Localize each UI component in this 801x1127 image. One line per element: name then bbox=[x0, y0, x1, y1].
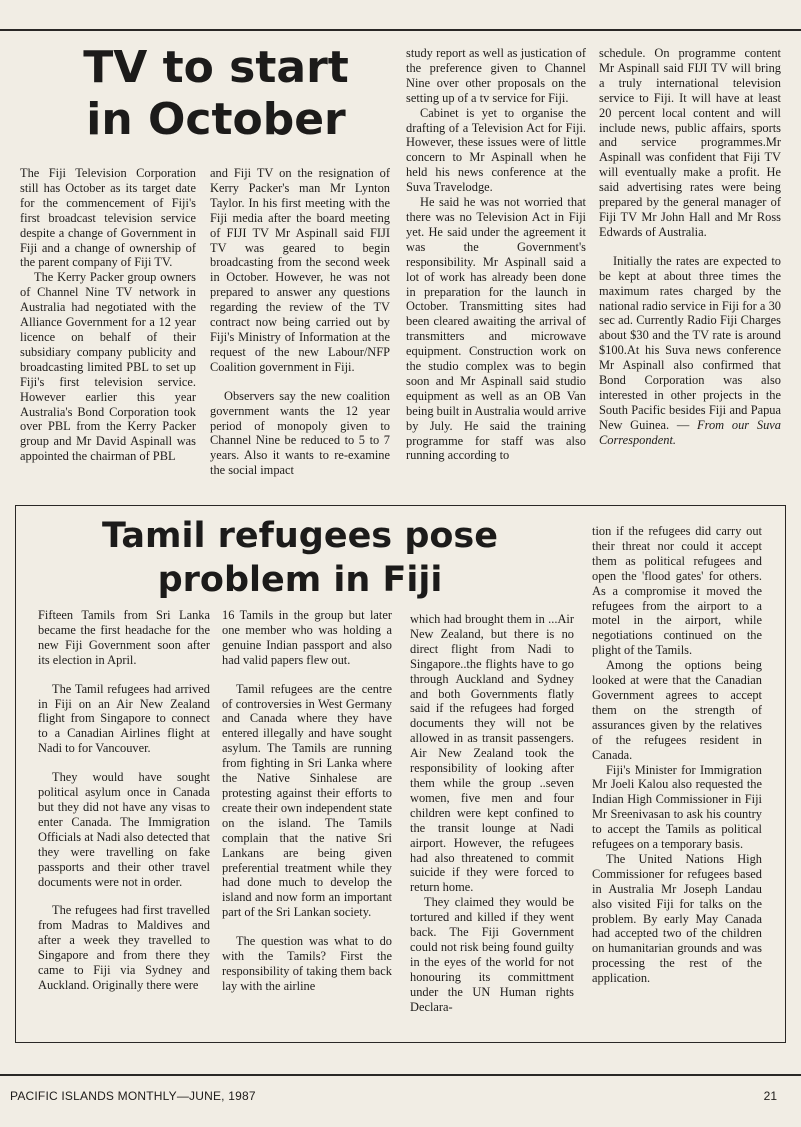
bottom-rule bbox=[0, 1074, 801, 1076]
story1-headline-line2: in October bbox=[86, 94, 346, 145]
page-number: 21 bbox=[763, 1089, 777, 1103]
story1-headline-line1: TV to start bbox=[83, 42, 349, 93]
publication-footer: PACIFIC ISLANDS MONTHLY—JUNE, 1987 bbox=[10, 1089, 256, 1103]
story2-headline bbox=[60, 514, 540, 602]
paragraph: Among the options being looked at were that the Canadian Government agrees to accept them on the strength of assurances given by the relatives of the refugees resident in Canada. bbox=[592, 658, 762, 762]
paragraph: schedule. On programme content Mr Aspinall said FIJI TV will bring a truly international television service to Fiji. It will have at least 20 percent local content and will include news, public affairs, sports and service programmes.Mr Aspinall was confident that Fiji TV will eventually make a profit. He said advertising rates were being prepared by the general manager of Fiji TV Mr John Hall and Mr Ross Edwards of Australia. bbox=[599, 46, 781, 239]
story2-column-1 bbox=[38, 608, 210, 993]
paragraph: Observers say the new coalition government wants the 12 year period of monopoly given to Channel Nine be reduced to 5 to 7 years. Also it wants to re-examine the social impact bbox=[210, 388, 390, 478]
paragraph: They claimed they would be tortured and killed if they went back. The Fiji Government could not risk being found guilty in the eyes of the world for not honouring its committment under the UN Human rights Declara- bbox=[410, 895, 574, 1014]
paragraph bbox=[599, 254, 781, 448]
story1-column-2 bbox=[210, 166, 390, 478]
paragraph: Tamil refugees are the centre of controversies in West Germany and Canada where they have entered illegally and have sought asylum. The Tamils are running from fighting in Sri Lanka where the Native Sinhalese are protesting against their efforts to create their own independent state on the island. The Tamils complain that the native Sri Lankans are being given preferential treatment while they had done much to develop the island and now form an important part of the Sri Lankan society. bbox=[222, 681, 392, 920]
paragraph: study report as well as justication of the preference given to Channel Nine over other proposals on the setting up of a tv service for Fiji. bbox=[406, 46, 586, 105]
paragraph-text: Initially the rates are expected to be kept at about three times the maximum rates charged by the national radio service in Fiji for a 30 sec ad. Currently Radio Fiji Charges about $30 and the TV rate is around $100.At his Suva news conference Mr Aspinall also confirmed that Bond Corporation was also interested in other projects in the South Pacific besides Fiji and Papua New Guinea. — bbox=[599, 253, 781, 432]
paragraph: He said he was not worried that there was no Television Act in Fiji yet. He said under the agreement it was the Government's responsibility. Mr Aspinall said a lot of work has already been done in preparation for the launch in October. Transmitting sites had been cleared awaiting the arrival of transmitters and microwave equipment. Construction work on the studio complex was to begin soon and Mr Aspinall said studio equipment as well as an OB Van being built in Australia would arrive by July. He said the training programme for staff was also running according to bbox=[406, 195, 586, 463]
story1-column-4 bbox=[599, 46, 781, 448]
paragraph: The Kerry Packer group owners of Channel Nine TV network in Australia had negotiated with the Alliance Government for a 12 year licence on behalf of their subsidiary company publicity and broadcasting limited PBL to set up Fiji's first television service. However earlier this year Australia's Bond Corporation took over PBL from the Kerry Packer group and Mr David Aspinall was appointed the chairman of PBL bbox=[20, 270, 196, 464]
paragraph: Cabinet is yet to organise the drafting of a Television Act for Fiji. However, these issues were of little concern to Mr Aspinall when he held his news conference at the Suva Travelodge. bbox=[406, 105, 586, 195]
story2-column-2 bbox=[222, 608, 392, 994]
paragraph: The Tamil refugees had arrived in Fiji on an Air New Zealand flight from Singapore to connect to a Canadian Airlines flight at Nadi to for Vancouver. bbox=[38, 681, 210, 756]
paragraph: They would have sought political asylum once in Canada but they did not have any visas to enter Canada. The Immigration Officials at Nadi also detected that they were travelling on fake passports and their other travel documents were not in order. bbox=[38, 770, 210, 889]
paragraph: which had brought them in ...Air New Zealand, but there is no direct flight from Nadi to Singapore..the flights have to go through Auckland and Sydney and both Governments flatly said if the refugees had forged documents they will not be allowed in as transit passengers. Air New Zealand took the responsibility of looking after them while the group ..seven women, five men and four children were kept confined to the transit lounge at Nadi airport. However, the refugees had also threatened to commit suicide if they were forced to return home. bbox=[410, 612, 574, 895]
paragraph: 16 Tamils in the group but later one member who was holding a genuine Indian passport and also had valid papers flew out. bbox=[222, 608, 392, 667]
story1-column-1 bbox=[20, 166, 196, 464]
story2-column-3 bbox=[410, 612, 574, 1014]
paragraph: Fiji's Minister for Immigration Mr Joeli Kalou also requested the Indian High Commissioner in Fiji Mr Sreenivasan to ask his country to accept the Tamils as political refugees on a temporary basis. bbox=[592, 762, 762, 852]
paragraph: and Fiji TV on the resignation of Kerry Packer's man Mr Lynton Taylor. In his first meeting with the Fiji media after the board meeting of FIJI TV Mr Aspinall said FIJI TV was geared to begin broadcasting from the second week in October. However, he was not prepared to answer any questions regarding the review of the TV contract now being carried out by Fiji's Ministry of Information at the request of the new Labour/NFP Coalition government in Fiji. bbox=[210, 166, 390, 374]
paragraph: The question was what to do with the Tamils? First the responsibility of taking them back lay with the airline bbox=[222, 934, 392, 993]
paragraph: The refugees had first travelled from Madras to Maldives and after a week they travelled to Singapore and from there they came to Fiji via Sydney and Auckland. Originally there were bbox=[38, 903, 210, 992]
story2-headline-line1: Tamil refugees pose bbox=[102, 516, 498, 556]
top-rule bbox=[0, 29, 801, 31]
paragraph: Fifteen Tamils from Sri Lanka became the first headache for the new Fiji Government soon after its election in April. bbox=[38, 608, 210, 667]
story1-headline bbox=[36, 42, 396, 146]
story2-headline-line2: problem in Fiji bbox=[157, 560, 443, 600]
paragraph: tion if the refugees did carry out their threat nor could it accept them as political refugees and open the 'flood gates' for others. As a compromise it moved the refugees from the airport to a motel in the airport, while negotiations continued on the plight of the Tamils. bbox=[592, 524, 762, 658]
paragraph: The Fiji Television Corporation still has October as its target date for the commencement of Fiji's first broadcast television service despite a change of Government in Fiji and a change of ownership of the parent company of Fiji TV. bbox=[20, 166, 196, 270]
story1-column-3 bbox=[406, 46, 586, 463]
correspondent-credit: From our Suva Correspondent. bbox=[599, 417, 781, 447]
story2-column-4 bbox=[592, 524, 762, 986]
paragraph: The United Nations High Commissioner for refugees based in Australia Mr Joseph Landau also visited Fiji for talks on the problem. By early May Canada had accepted two of the children on humanitarian grounds and was processing the rest of the application. bbox=[592, 851, 762, 986]
